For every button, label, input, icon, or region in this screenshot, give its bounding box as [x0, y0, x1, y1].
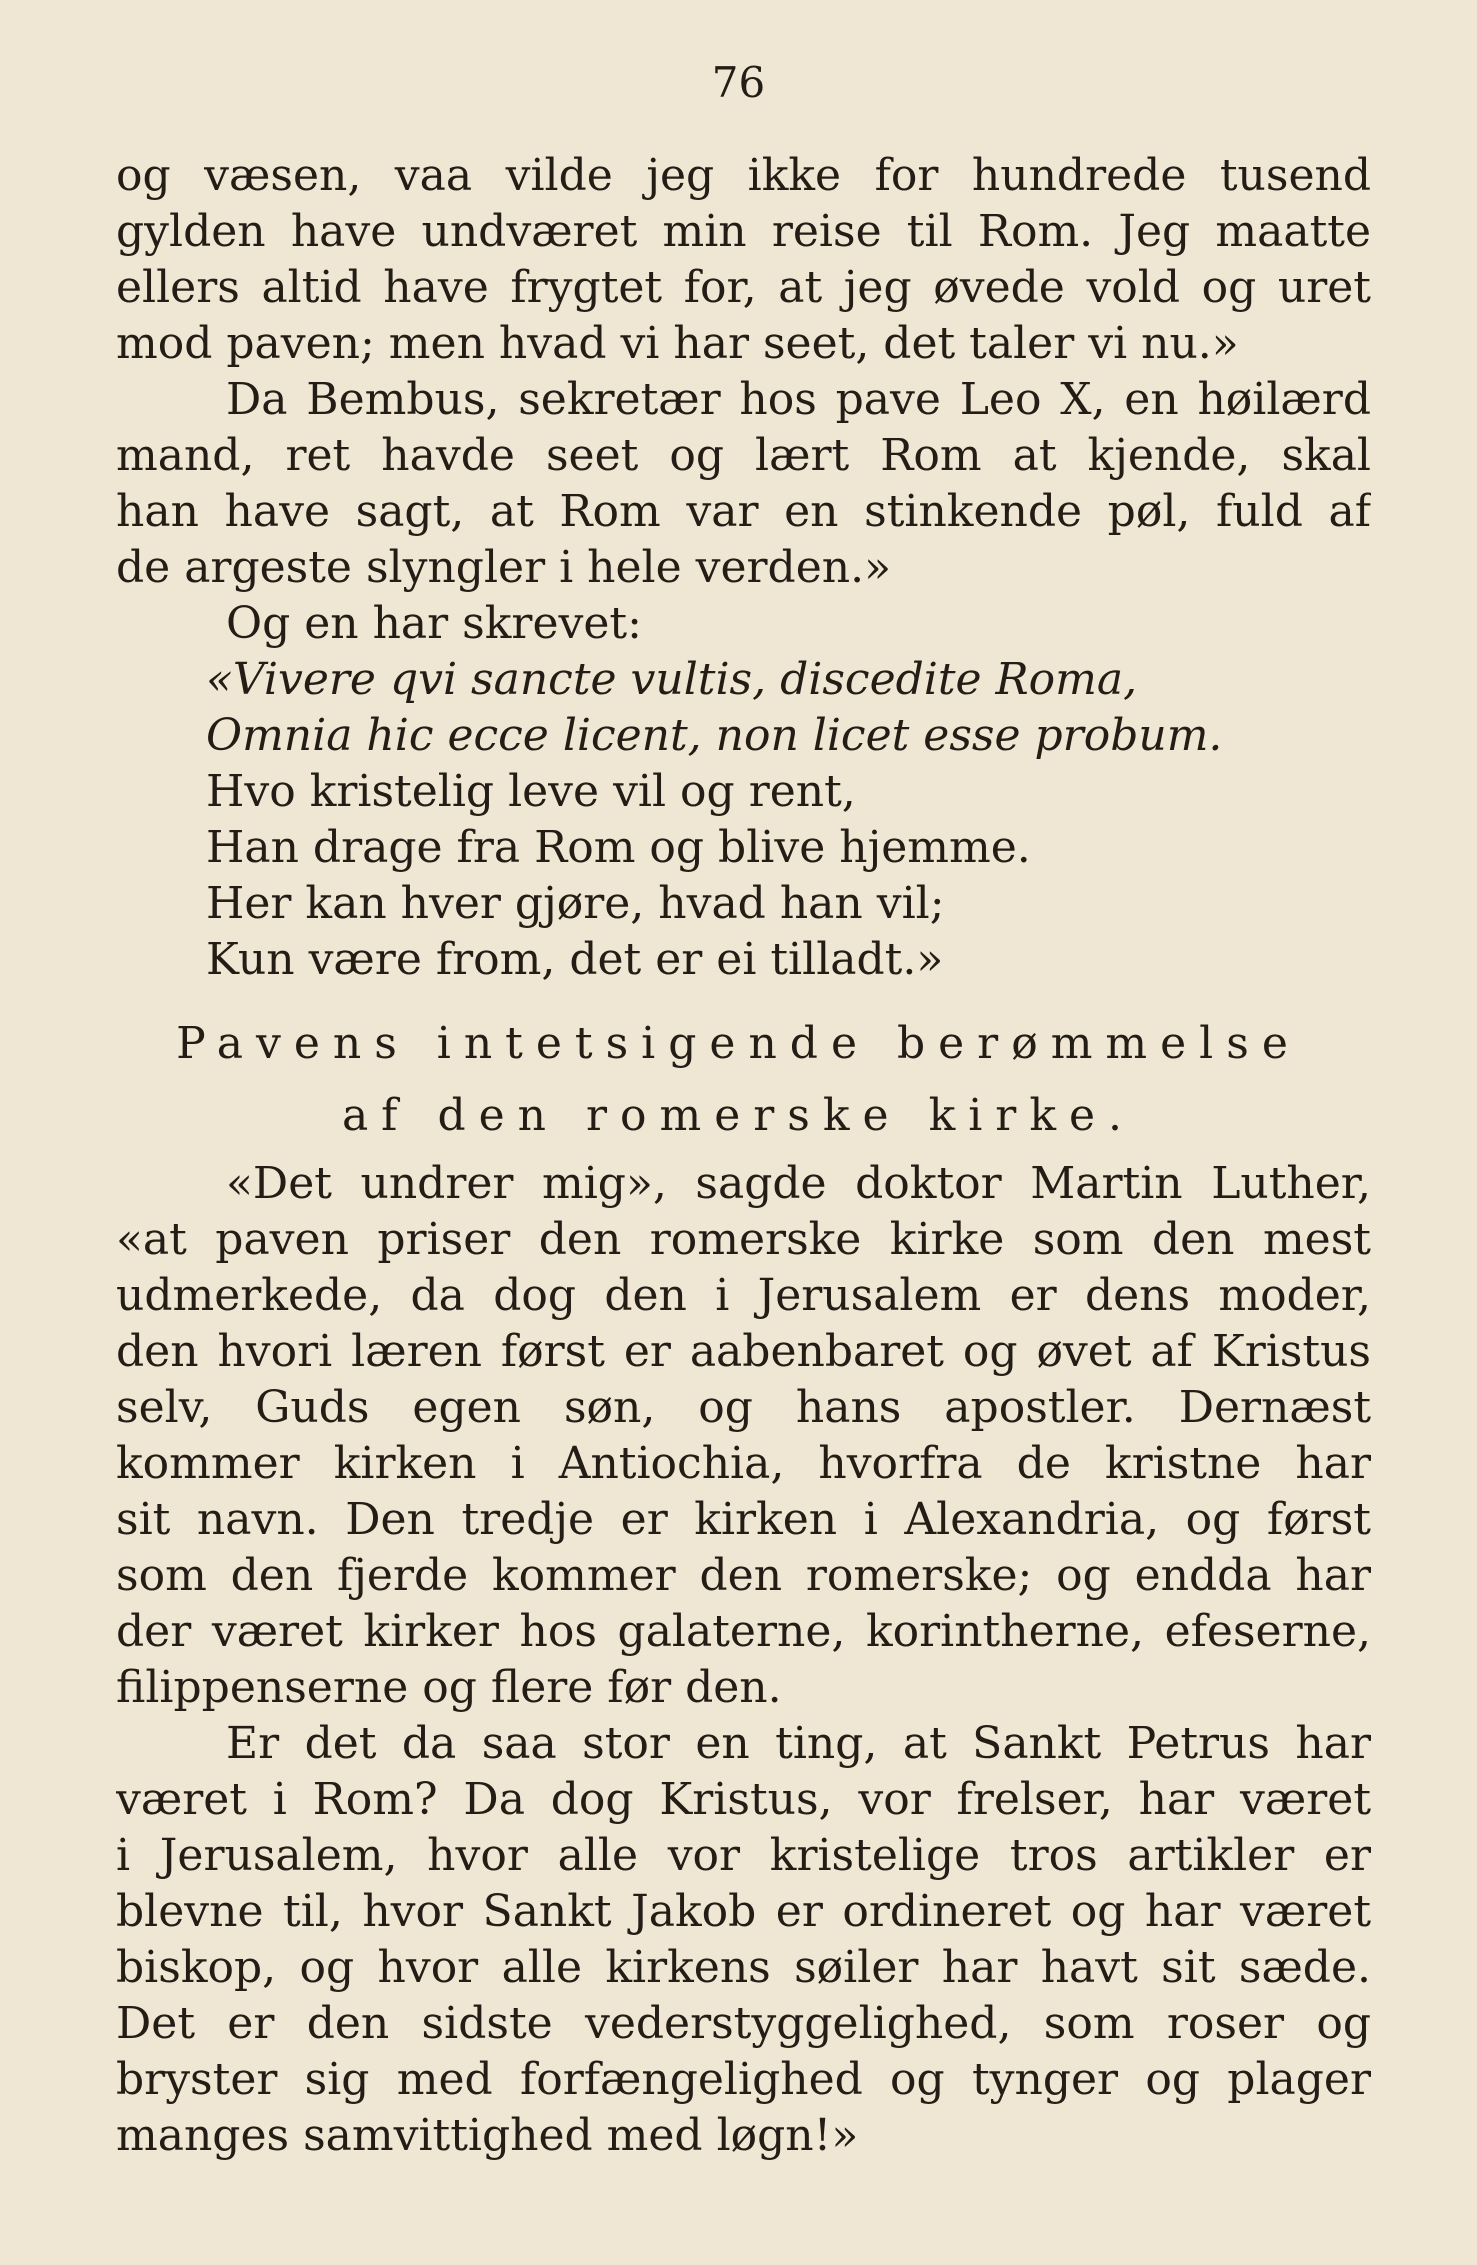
text-line: mod paven; men hvad vi har seet, det taler vi nu.»: [116, 318, 1239, 369]
latin-verse-line: «Vivere qvi sancte vultis, discedite Roma,: [206, 654, 1138, 705]
text-line: «at paven priser den romerske kirke som den mest: [116, 1214, 1371, 1265]
text-line: været i Rom? Da dog Kristus, vor frelser, har været: [116, 1774, 1371, 1825]
latin-verse-line: Omnia hic ecce licent, non licet esse probum.: [206, 710, 1223, 761]
text-line: «Det undrer mig», sagde doktor Martin Luther,: [226, 1158, 1371, 1209]
text-line: som den fjerde kommer den romerske; og endda har: [116, 1550, 1371, 1601]
text-line: manges samvittighed med løgn!»: [116, 2110, 859, 2161]
verse-line: Her kan hver gjøre, hvad han vil;: [206, 878, 945, 929]
text-line: mand, ret havde seet og lært Rom at kjende, skal: [116, 430, 1371, 481]
verse-line: Hvo kristelig leve vil og rent,: [206, 766, 856, 817]
text-line: Da Bembus, sekretær hos pave Leo X, en høilærd: [226, 374, 1371, 425]
text-line: og væsen, vaa vilde jeg ikke for hundrede tusend: [116, 150, 1371, 201]
section-heading: af den romerske kirke.: [341, 1090, 1136, 1141]
verse-line: Han drage fra Rom og blive hjemme.: [206, 822, 1031, 873]
text-line: han have sagt, at Rom var en stinkende pøl, fuld af: [116, 486, 1371, 537]
text-line: i Jerusalem, hvor alle vor kristelige tros artikler er: [116, 1830, 1371, 1881]
text-line: gylden have undværet min reise til Rom. Jeg maatte: [116, 206, 1371, 257]
intro-line: Og en har skrevet:: [226, 598, 642, 649]
verse-line: Kun være from, det er ei tilladt.»: [206, 934, 944, 985]
text-line: den hvori læren først er aabenbaret og øvet af Kristus: [116, 1326, 1371, 1377]
text-line: bryster sig med forfængelighed og tynger og plager: [116, 2054, 1371, 2105]
page-number: 76: [711, 58, 766, 107]
text-line: de argeste slyngler i hele verden.»: [116, 542, 892, 593]
text-line: selv, Guds egen søn, og hans apostler. Dernæst: [116, 1382, 1371, 1433]
text-line: Det er den sidste vederstyggelighed, som roser og: [116, 1998, 1371, 2049]
text-line: ellers altid have frygtet for, at jeg øvede vold og uret: [116, 262, 1371, 313]
text-line: biskop, og hvor alle kirkens søiler har havt sit sæde.: [116, 1942, 1371, 1993]
text-line: Er det da saa stor en ting, at Sankt Petrus har: [226, 1718, 1371, 1769]
text-line: filippenserne og flere før den.: [116, 1662, 782, 1713]
text-line: sit navn. Den tredje er kirken i Alexandria, og først: [116, 1494, 1371, 1545]
text-line: kommer kirken i Antiochia, hvorfra de kristne har: [116, 1438, 1371, 1489]
text-line: blevne til, hvor Sankt Jakob er ordineret og har været: [116, 1886, 1371, 1937]
section-heading: Pavens intetsigende berømmelse: [176, 1018, 1301, 1069]
text-line: der været kirker hos galaterne, korintherne, efeserne,: [116, 1606, 1371, 1657]
text-line: udmerkede, da dog den i Jerusalem er dens moder,: [116, 1270, 1371, 1321]
